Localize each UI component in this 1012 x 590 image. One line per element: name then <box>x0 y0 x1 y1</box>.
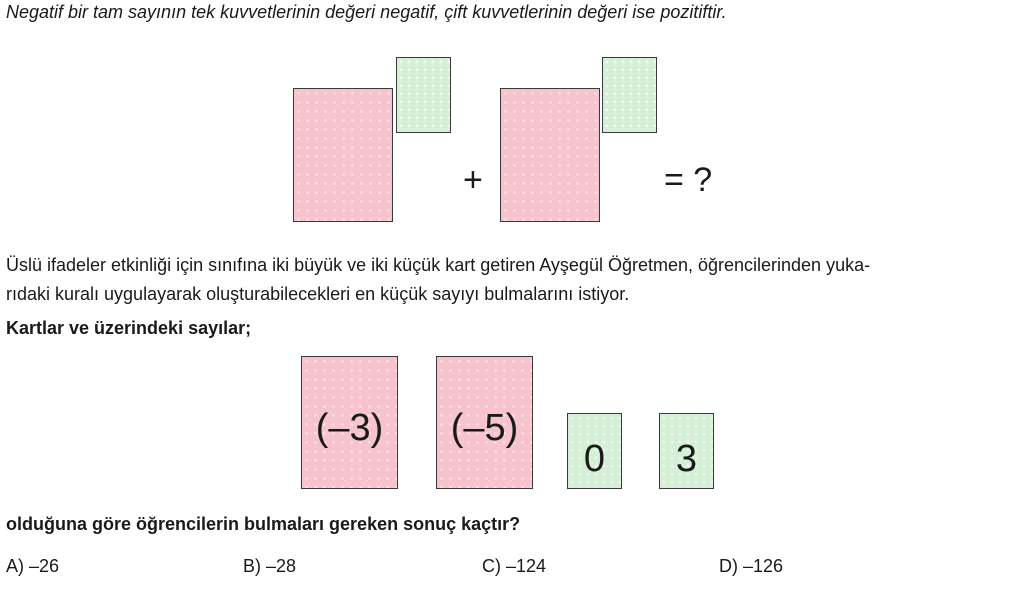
equals-question: = ? <box>664 161 713 199</box>
cards-heading: Kartlar ve üzerindeki sayılar; <box>6 318 252 338</box>
option-c[interactable]: C) –124 <box>482 556 547 576</box>
small-card-value: 3 <box>675 438 698 480</box>
big-card-value: (–5) <box>450 407 519 449</box>
base-card-left <box>293 88 393 222</box>
small-card-0 <box>567 413 622 489</box>
paragraph-line-2: rıdaki kuralı uygulayarak oluşturabilecekleri en küçük sayıyı bulmalarını istiyor. <box>6 284 630 304</box>
option-a[interactable]: A) –26 <box>6 556 60 576</box>
rule-text: Negatif bir tam sayının tek kuvvetlerinin değeri negatif, çift kuvvetlerinin değeri ise pozitiftir. <box>6 2 727 22</box>
exponent-card-left <box>396 57 451 133</box>
small-card-value: 0 <box>583 438 606 480</box>
small-card-3 <box>659 413 714 489</box>
big-card-minus-3 <box>301 356 398 489</box>
option-d[interactable]: D) –126 <box>719 556 784 576</box>
plus-sign: + <box>463 161 483 199</box>
big-card-value: (–3) <box>315 407 384 449</box>
base-card-right <box>500 88 600 222</box>
big-card-minus-5 <box>436 356 533 489</box>
question-text: olduğuna göre öğrencilerin bulmaları gereken sonuç kaçtır? <box>6 514 521 534</box>
option-b[interactable]: B) –28 <box>243 556 297 576</box>
exponent-card-right <box>602 57 657 133</box>
paragraph-line-1: Üslü ifadeler etkinliği için sınıfına iki büyük ve iki küçük kart getiren Ayşegül Öğretmen, öğrencilerinden yuka- <box>6 255 871 275</box>
